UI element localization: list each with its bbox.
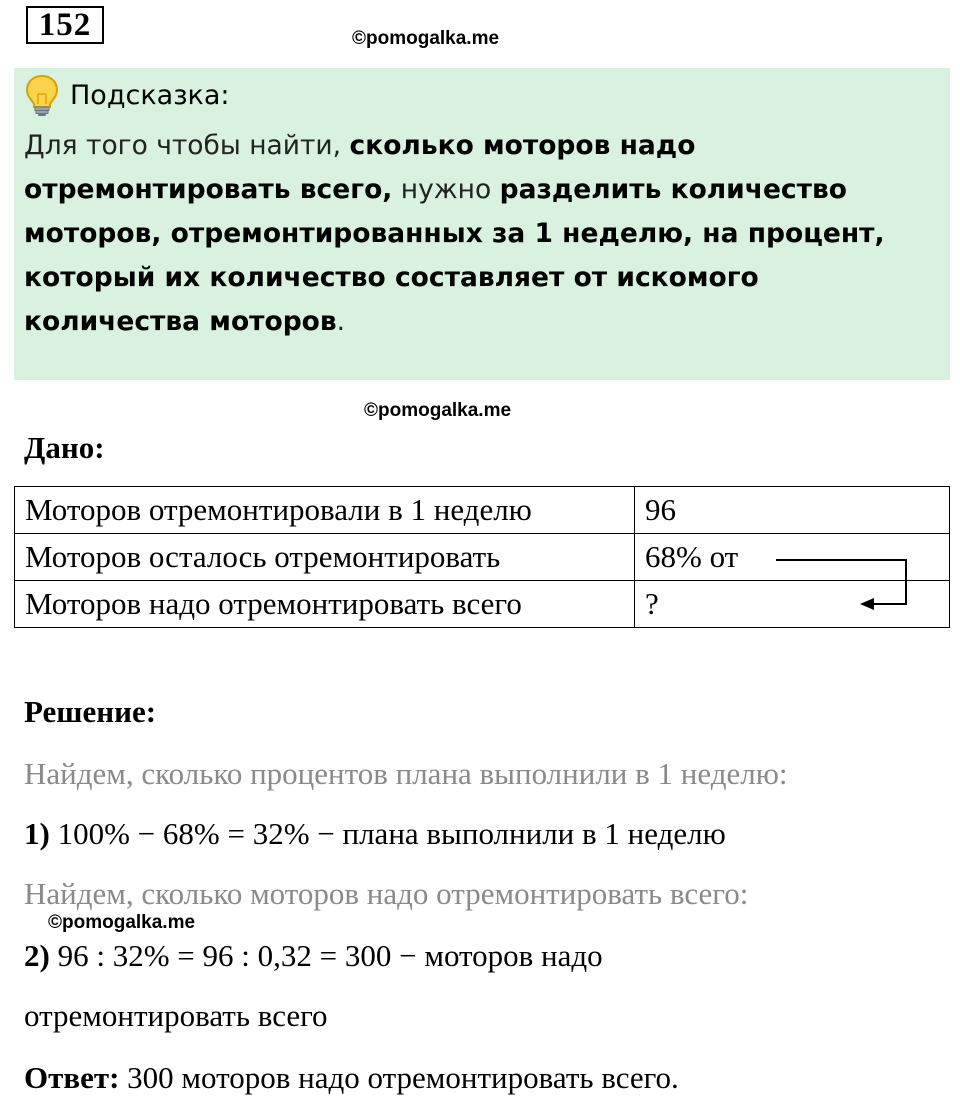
step2-continuation: отремонтировать всего <box>24 998 328 1033</box>
step1-text: 100% − 68% = 32% − плана выполнили в 1 неделю <box>49 816 726 851</box>
step1-line <box>24 816 726 852</box>
row-value: 68% от <box>635 534 950 581</box>
answer-line <box>24 1060 679 1096</box>
hint-segment-bold: разделить количество моторов, отремонтированных за 1 неделю, на процент, который их количество составляет от искомого количества моторов <box>24 174 885 337</box>
watermark-middle: ©pomogalka.me <box>364 400 512 421</box>
hint-segment: Для того чтобы найти, <box>24 130 350 161</box>
row-label: Моторов надо отремонтировать всего <box>15 581 635 628</box>
hint-segment-bold: сколько моторов надо отремонтировать всего, <box>24 130 696 205</box>
solution-title: Решение: <box>24 694 157 729</box>
table-row <box>15 487 950 534</box>
watermark-bottom: ©pomogalka.me <box>48 912 196 933</box>
row-label: Моторов осталось отремонтировать <box>15 534 635 581</box>
problem-number: 152 <box>26 6 104 44</box>
watermark-top: ©pomogalka.me <box>352 28 500 49</box>
row-label: Моторов отремонтировали в 1 неделю <box>15 487 635 534</box>
step2-line <box>24 938 603 974</box>
given-title: Дано: <box>24 430 105 465</box>
step2-number: 2) <box>24 938 50 973</box>
row-value: ? <box>635 581 950 628</box>
hint-segment: . <box>336 306 346 337</box>
lightbulb-icon <box>24 74 60 118</box>
step1-number: 1) <box>24 816 50 851</box>
hint-title: Подсказка: <box>70 80 230 111</box>
answer-text: 300 моторов надо отремонтировать всего. <box>119 1060 679 1095</box>
hint-text <box>24 124 924 344</box>
hint-segment: нужно <box>392 174 500 205</box>
step2-intro: Найдем, сколько моторов надо отремонтировать всего: <box>24 876 749 911</box>
step2-text: 96 : 32% = 96 : 0,32 = 300 − моторов надо <box>49 938 603 973</box>
row-value: 96 <box>635 487 950 534</box>
reference-arrow-icon <box>770 548 920 618</box>
answer-label: Ответ: <box>24 1060 120 1095</box>
step1-intro: Найдем, сколько процентов плана выполнили в 1 неделю: <box>24 756 788 791</box>
